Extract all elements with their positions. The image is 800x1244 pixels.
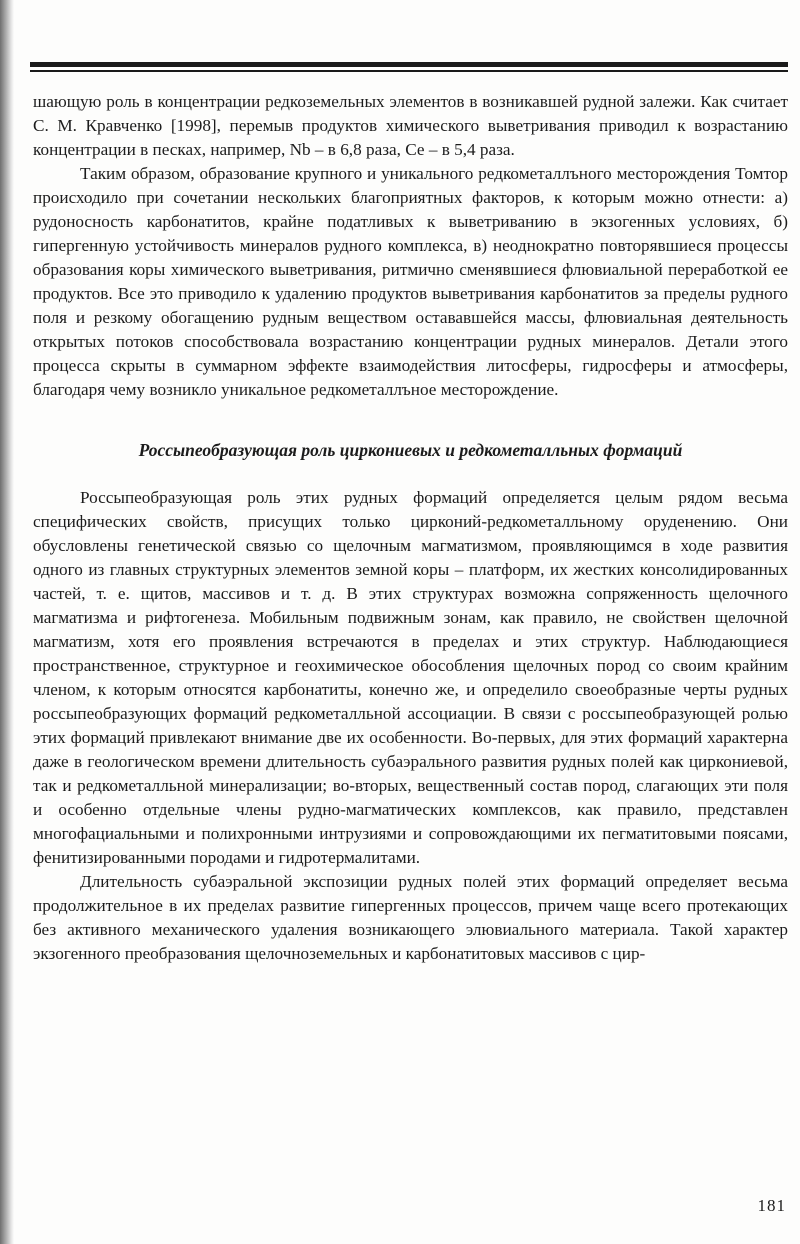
paragraph-placer-forming-role: Россыпеобразующая роль этих рудных формаций определяется целым рядом весьма специфических свойств, присущих только цирконий-редкометалльному оруденению. Они обусловлены генетической связью со щелочным магматизмом, проявляющимся в ходе развития одного из главных структурных элементов земной коры – платформ, их жестких консолидированных частей, т. е. щитов, массивов и т. д. В этих структурах возможна сопряженность щелочного магматизма и рифтогенеза. Мобильным подвижным зонам, как правило, не свойствен щелочной магматизм, хотя его проявления встречаются в пределах и этих структур. Наблюдающиеся пространственное, структурное и геохимическое обособления щелочных пород со своим крайним членом, к которым относятся карбонатиты, конечно же, и определило своеобразные черты рудных россыпеобразующих формаций редкометалльной ассоциации. В связи с россыпеобразующей ролью этих формаций привлекают внимание две их особенности. Во-первых, для этих формаций характерна даже в геологическом времени длительность субаэрального развития рудных полей как циркониевой, так и редкометалльной минерализации; во-вторых, вещественный состав пород, слагающих эти поля и особенно отдельные члены рудно-магматических комплексов, как правило, представлен многофациальными и полихронными интрузиями и сопровождающими их пегматитовыми поясами, фенитизированными породами и гидротермалитами. — [33, 488, 788, 867]
paragraph-tomtor-factors: Таким образом, образование крупного и уникального редкометаллъного месторождения Томтор происходило при сочетании нескольких благоприятных факторов, к которым можно отнести: а) рудоносность карбонатитов, крайне податливых к выветриванию в экзогенных условиях, б) гипергенную устойчивость минералов рудного комплекса, в) неоднократно повторявшиеся процессы образования коры химического выветривания, ритмично сменявшиеся флювиальной переработкой ее продуктов. Все это приводило к удалению продуктов выветривания карбонатитов за пределы рудного поля и резкому обогащению рудным веществом остававшейся массы, флювиальная деятельность открытых потоков способствовала возрастанию концентрации рудных минералов. Детали этого процесса скрыты в суммарном эффекте взаимодействия литосферы, гидросферы и атмосферы, благодаря чему возникло уникальное редкометаллъное месторождение. — [33, 164, 788, 399]
binding-shadow — [0, 0, 14, 1244]
header-rule-thick — [30, 62, 788, 67]
body-text — [33, 90, 788, 966]
section-heading: Россыпеобразующая роль циркониевых и редкометалльных формаций — [138, 440, 683, 460]
paragraph-continuation: шающую роль в концентрации редкоземельных элементов в возникавшей рудной залежи. Как считает С. М. Кравченко [1998], перемыв продуктов химического выветривания приводил к возрастанию концентрации в песках, например, Nb – в 6,8 раза, Се – в 5,4 раза. — [33, 92, 788, 159]
page-number: 181 — [757, 1196, 786, 1215]
header-rule-thin — [30, 70, 788, 72]
paragraph-subaerial-exposure: Длительность субаэральной экспозиции рудных полей этих формаций определяет весьма продолжительное в их пределах развитие гипергенных процессов, причем чаще всего протекающих без активного механического удаления возникающего элювиального материала. Такой характер экзогенного преобразования щелочноземельных и карбонатитовых массивов с цир- — [33, 872, 788, 963]
